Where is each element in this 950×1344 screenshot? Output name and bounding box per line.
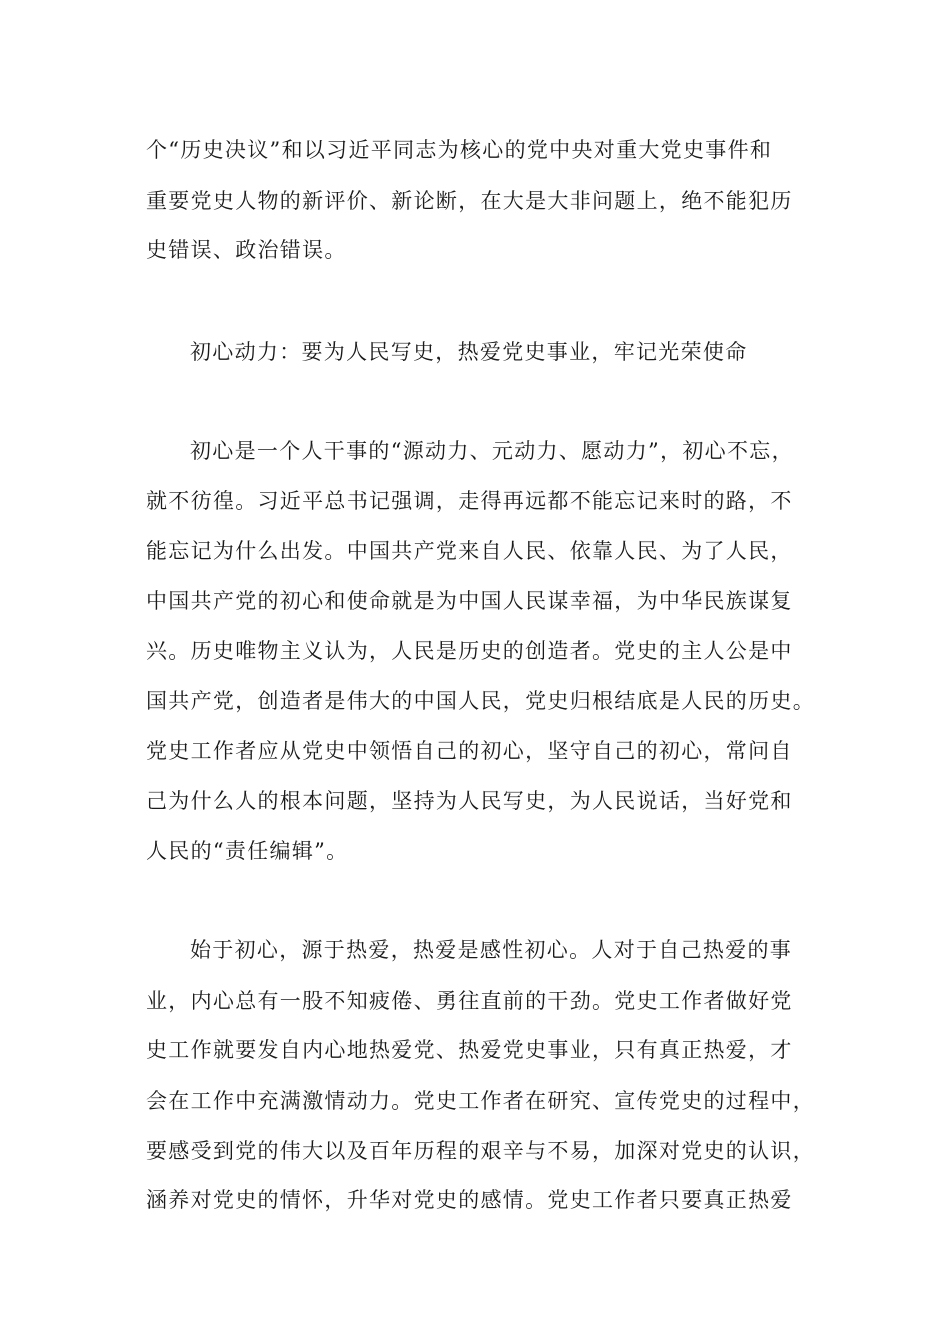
text-line: 人民的“责任编辑”。 (146, 839, 349, 863)
text-line: 初心是一个人干事的“源动力、元动力、愿动力”，初心不忘， (190, 439, 794, 463)
text-line: 会在工作中充满激情动力。党史工作者在研究、宣传党史的过程中， (146, 1089, 815, 1113)
text-line: 个“历史决议”和以习近平同志为核心的党中央对重大党史事件和 (146, 138, 773, 162)
text-line: 重要党史人物的新评价、新论断，在大是大非问题上，绝不能犯历 (146, 189, 793, 213)
text-line: 中国共产党的初心和使命就是为中国人民谋幸福，为中华民族谋复 (146, 589, 793, 613)
text-line: 兴。历史唯物主义认为，人民是历史的创造者。党史的主人公是中 (146, 639, 793, 663)
text-line: 国共产党，创造者是伟大的中国人民，党史归根结底是人民的历史。 (146, 689, 815, 713)
text-line: 史错误、政治错误。 (146, 238, 347, 262)
text-line: 业，内心总有一股不知疲倦、勇往直前的干劲。党史工作者做好党 (146, 989, 793, 1013)
text-line: 涵养对党史的情怀，升华对党史的感情。党史工作者只要真正热爱 (146, 1188, 793, 1212)
text-line: 己为什么人的根本问题，坚持为人民写史，为人民说话，当好党和 (146, 789, 793, 813)
text-line: 就不彷徨。习近平总书记强调，走得再远都不能忘记来时的路，不 (146, 489, 793, 513)
text-line: 史工作就要发自内心地热爱党、热爱党史事业，只有真正热爱，才 (146, 1038, 793, 1062)
text-line: 能忘记为什么出发。中国共产党来自人民、依靠人民、为了人民， (146, 539, 793, 563)
section-heading: 初心动力：要为人民写史，热爱党史事业，牢记光荣使命 (190, 340, 748, 364)
text-line: 党史工作者应从党史中领悟自己的初心，坚守自己的初心，常问自 (146, 739, 793, 763)
text-line: 要感受到党的伟大以及百年历程的艰辛与不易，加深对党史的认识， (146, 1139, 815, 1163)
text-line: 始于初心，源于热爱，热爱是感性初心。人对于自己热爱的事 (190, 938, 793, 962)
